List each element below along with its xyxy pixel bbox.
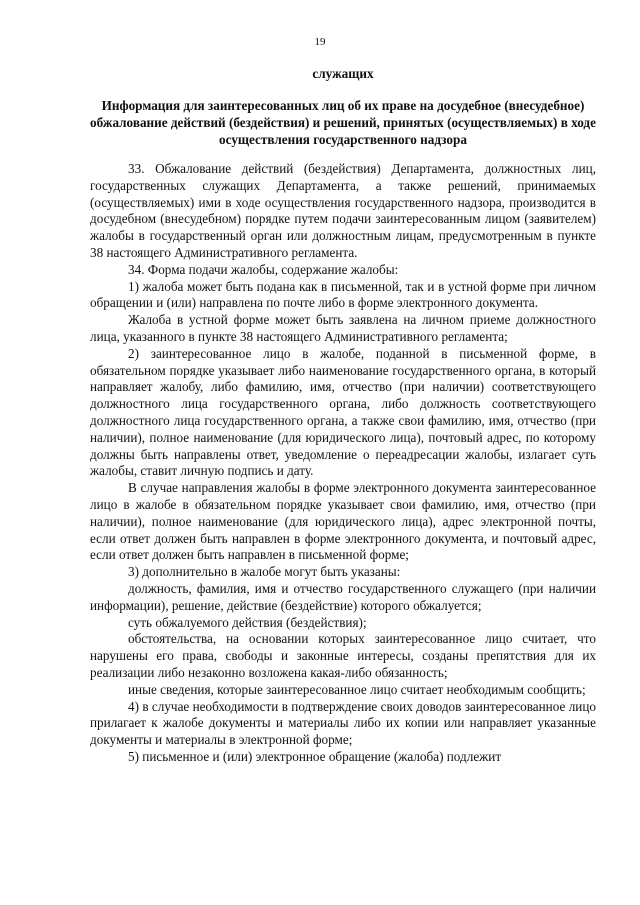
paragraph-item-1: 1) жалоба может быть подана как в письменной, так и в устной форме при личном обращении и (или) направлена по почте либо в форме электронного документа. [90, 278, 596, 311]
paragraph-item-3: 3) дополнительно в жалобе могут быть указаны: [128, 564, 401, 580]
paragraph-circumstances: обстоятельства, на основании которых заинтересованное лицо считает, что нарушены его права, свободы и законные интересы, созданы препятствия для их реализации либо незаконно возложена какая-либо обязанность; [90, 631, 596, 680]
paragraph-item-5: 5) письменное и (или) электронное обращение (жалоба) подлежит [128, 748, 502, 764]
paragraph-34: 34. Форма подачи жалобы, содержание жалобы: [128, 261, 399, 277]
paragraph-official-details: должность, фамилия, имя и отчество государственного служащего (при наличии информации), решение, действие (бездействие) которого обжалуется; [90, 580, 596, 613]
paragraph-electronic-complaint: В случае направления жалобы в форме электронного документа заинтересованное лицо в жалобе в обязательном порядке указывает свои фамилию, имя, отчество (при наличии), полное наименование (для юридического лица), адрес электронной почты, если ответ должен быть направлен в форме электронного документа, и почтовый адрес, если ответ должен быть направлен в письменной форме; [90, 480, 596, 563]
paragraph-33: 33. Обжалование действий (бездействия) Департамента, должностных лиц, государственных служащих Департамента, а также решений, принимаемых (осуществляемых) ими в ходе осуществления государственного надзора, производится в досудебном (внесудебном) порядке путем подачи заинтересованным лицом (заявителем) жалобы в государственный орган или должностным лицам, предусмотренным в пункте 38 настоящего Административного регламента. [90, 161, 596, 260]
section-title: Информация для заинтересованных лиц об их праве на досудебное (внесудебное) обжалование действий (бездействия) и решений, принятых (осуществляемых) в ходе осуществления государственного надзора [90, 98, 596, 147]
page-number: 19 [314, 36, 326, 48]
paragraph-oral-complaint: Жалоба в устной форме может быть заявлена на личном приеме должностного лица, указанного в пункте 38 настоящего Административного регламента; [90, 312, 596, 344]
paragraph-item-2: 2) заинтересованное лицо в жалобе, поданной в письменной форме, в обязательном порядке указывает либо наименование государственного органа, в который направляет жалобу, либо фамилию, имя, отчество (при наличии) соответствующего должностного лица государственного органа, либо должность соответствующего должностного лица государственного органа, а также свои фамилию, имя, отчество (при наличии), полное наименование (для юридического лица), почтовый адрес, по которому должны быть направлены ответ, уведомление о переадресации жалобы, излагает суть жалобы, ставит личную подпись и дату. [90, 345, 596, 479]
paragraph-item-4: 4) в случае необходимости в подтверждение своих доводов заинтересованное лицо прилагает к жалобе документы и материалы либо их копии или направляет указанные документы и материалы в электронной форме; [90, 698, 596, 748]
body-text [90, 161, 596, 766]
paragraph-other-info: иные сведения, которые заинтересованное лицо считает необходимым сообщить; [128, 681, 586, 697]
paragraph-essence: суть обжалуемого действия (бездействия); [128, 614, 367, 630]
heading-continuation: служащих [312, 66, 374, 81]
